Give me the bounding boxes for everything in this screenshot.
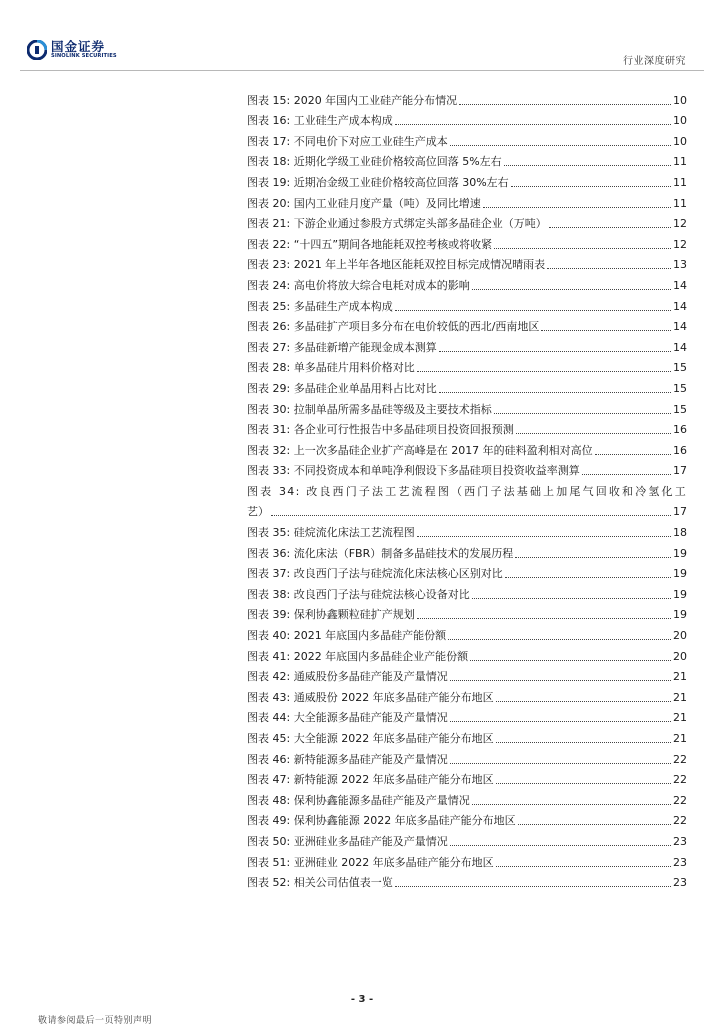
toc-leader-dots xyxy=(470,660,671,661)
toc-entry-page: 15 xyxy=(673,361,687,375)
toc-entry[interactable] xyxy=(247,293,687,314)
page-number: - 3 - xyxy=(350,994,374,1005)
toc-entry-label: 图表 24: 高电价将放大综合电耗对成本的影响 xyxy=(247,278,470,292)
brand-logo xyxy=(27,40,117,60)
toc-entry[interactable] xyxy=(247,272,687,293)
toc-entry-label: 图表 51: 亚洲硅业 2022 年底多晶硅产能分布地区 xyxy=(247,855,494,869)
toc-entry-page: 19 xyxy=(673,546,687,560)
toc-leader-dots xyxy=(417,371,671,372)
toc-entry-label: 图表 19: 近期冶金级工业硅价格较高位回落 30%左右 xyxy=(247,175,509,189)
toc-entry-page: 10 xyxy=(673,93,687,107)
toc-leader-dots xyxy=(518,824,671,825)
toc-entry-label: 图表 38: 改良西门子法与硅烷法核心设备对比 xyxy=(247,587,470,601)
toc-entry[interactable] xyxy=(247,211,687,232)
toc-entry-label: 图表 22: “十四五”期间各地能耗双控考核或将收紧 xyxy=(247,237,493,251)
toc-leader-dots xyxy=(439,392,671,393)
toc-entry-label: 图表 25: 多晶硅生产成本构成 xyxy=(247,299,393,313)
toc-entry-page: 21 xyxy=(673,732,687,745)
toc-leader-dots xyxy=(541,330,671,331)
toc-entry-label: 图表 17: 不同电价下对应工业硅生产成本 xyxy=(247,134,448,148)
toc-entry-label: 图表 39: 保利协鑫颗粒硅扩产规划 xyxy=(247,608,415,622)
toc-entry-page: 18 xyxy=(673,526,687,540)
toc-leader-dots xyxy=(496,866,671,867)
toc-entry-label: 图表 32: 上一次多晶硅企业扩产高峰是在 2017 年的硅料盈利相对高位 xyxy=(247,443,593,457)
toc-leader-dots xyxy=(417,536,671,537)
toc-entry-label: 图表 47: 新特能源 2022 年底多晶硅产能分布地区 xyxy=(247,773,494,787)
toc-leader-dots xyxy=(496,701,671,702)
toc-entry[interactable] xyxy=(247,725,687,746)
toc-entry-page: 22 xyxy=(673,814,687,828)
toc-entry-page: 11 xyxy=(673,175,687,189)
toc-leader-dots xyxy=(494,413,671,414)
toc-entry-page: 22 xyxy=(673,793,687,807)
toc-entry-label: 图表 42: 通威股份多晶硅产能及产量情况 xyxy=(247,670,448,684)
toc-entry-page: 15 xyxy=(673,402,687,416)
toc-entry-page: 16 xyxy=(673,443,687,457)
toc-entry-page: 14 xyxy=(673,278,687,292)
toc-leader-dots xyxy=(472,289,671,290)
toc-entry[interactable] xyxy=(247,664,687,685)
toc-leader-dots xyxy=(450,145,671,146)
toc-entry-page: 17 xyxy=(673,505,687,519)
toc-entry[interactable] xyxy=(247,622,687,643)
toc-entry[interactable] xyxy=(247,581,687,602)
toc-entry-page: 19 xyxy=(673,608,687,622)
toc-entry-page: 15 xyxy=(673,381,687,395)
toc-entry-label: 图表 46: 新特能源多晶硅产能及产量情况 xyxy=(247,752,448,766)
toc-entry-label: 图表 41: 2022 年底国内多晶硅企业产能份额 xyxy=(247,649,469,663)
toc-entry-label: 图表 28: 单多晶硅片用料价格对比 xyxy=(247,361,415,375)
toc-entry[interactable] xyxy=(247,540,687,561)
toc-entry[interactable] xyxy=(247,499,687,520)
toc-entry[interactable] xyxy=(247,108,687,129)
toc-entry-label: 图表 50: 亚洲硅业多晶硅产能及产量情况 xyxy=(247,834,448,848)
toc-entry[interactable] xyxy=(247,705,687,726)
toc-entry-label: 图表 31: 各企业可行性报告中多晶硅项目投资回报预测 xyxy=(247,423,514,437)
toc-leader-dots xyxy=(417,618,671,619)
toc-entry-label: 图表 29: 多晶硅企业单晶用料占比对比 xyxy=(247,381,437,395)
toc-entry-label: 图表 52: 相关公司估值表一览 xyxy=(247,876,393,890)
toc-entry-label: 图表 16: 工业硅生产成本构成 xyxy=(247,114,393,128)
toc-entry[interactable] xyxy=(247,437,687,458)
toc-leader-dots xyxy=(595,454,671,455)
toc-entry-label: 图表 49: 保利协鑫能源 2022 年底多晶硅产能分布地区 xyxy=(247,814,516,828)
toc-entry-page: 20 xyxy=(673,649,687,663)
toc-entry-page: 21 xyxy=(673,670,687,684)
toc-leader-dots xyxy=(511,186,671,187)
toc-entry-page: 14 xyxy=(673,340,687,354)
toc-entry[interactable] xyxy=(247,252,687,273)
toc-entry[interactable] xyxy=(247,767,687,788)
page-header xyxy=(0,0,724,74)
toc-entry-page: 12 xyxy=(673,217,687,231)
toc-leader-dots xyxy=(504,165,671,166)
toc-leader-dots xyxy=(450,680,671,681)
toc-entry[interactable] xyxy=(247,561,687,582)
toc-entry[interactable] xyxy=(247,870,687,891)
toc-entry-label: 图表 45: 大全能源 2022 年底多晶硅产能分布地区 xyxy=(247,732,494,745)
toc-leader-dots xyxy=(505,577,671,578)
toc-leader-dots xyxy=(450,721,671,722)
toc-entry[interactable] xyxy=(247,746,687,767)
toc-leader-dots xyxy=(483,207,671,208)
toc-entry-label: 图表 37: 改良西门子法与硅烷流化床法核心区别对比 xyxy=(247,567,503,581)
toc-entry-page: 22 xyxy=(673,773,687,787)
disclaimer-note: 敬请参阅最后一页特别声明 xyxy=(38,1016,153,1026)
toc-entry-page: 23 xyxy=(673,876,687,890)
toc-leader-dots xyxy=(494,248,671,249)
toc-entry-label: 图表 23: 2021 年上半年各地区能耗双控目标完成情况晴雨表 xyxy=(247,258,546,272)
toc-entry-label: 图表 33: 不同投资成本和单吨净利假设下多晶硅项目投资收益率测算 xyxy=(247,464,580,478)
toc-entry[interactable] xyxy=(247,849,687,870)
toc-leader-dots xyxy=(450,763,671,764)
toc-entry[interactable] xyxy=(247,396,687,417)
toc-entry-page: 11 xyxy=(673,196,687,210)
toc-entry-page: 16 xyxy=(673,423,687,437)
toc-leader-dots xyxy=(496,742,671,743)
toc-entry-label: 图表 44: 大全能源多晶硅产能及产量情况 xyxy=(247,711,448,725)
toc-entry-page: 13 xyxy=(673,258,687,272)
toc-entry[interactable] xyxy=(247,334,687,355)
toc-leader-dots xyxy=(271,515,671,516)
toc-entry-label: 图表 36: 流化床法（FBR）制备多晶硅技术的发展历程 xyxy=(247,546,514,560)
toc-leader-dots xyxy=(496,783,671,784)
toc-leader-dots xyxy=(547,268,671,269)
toc-entry-line[interactable] xyxy=(247,478,687,499)
toc-entry[interactable] xyxy=(247,169,687,190)
toc-entry-label: 图表 30: 拉制单晶所需多晶硅等级及主要技术指标 xyxy=(247,402,492,416)
toc-entry[interactable] xyxy=(247,458,687,479)
toc-entry-page: 10 xyxy=(673,134,687,148)
toc-entry-label: 图表 21: 下游企业通过参股方式绑定头部多晶硅企业（万吨） xyxy=(247,217,547,231)
toc-entry[interactable] xyxy=(247,87,687,108)
toc-entry-label-cont: 艺） xyxy=(247,505,269,519)
toc-entry[interactable] xyxy=(247,375,687,396)
toc-entry-page: 14 xyxy=(673,320,687,334)
toc-entry[interactable] xyxy=(247,684,687,705)
toc-leader-dots xyxy=(395,310,671,311)
toc-entry-label: 图表 18: 近期化学级工业硅价格较高位回落 5%左右 xyxy=(247,155,502,169)
toc-entry[interactable] xyxy=(247,355,687,376)
toc-leader-dots xyxy=(515,557,671,558)
toc-entry[interactable] xyxy=(247,417,687,438)
brand-name-cn: 国金证券 xyxy=(51,39,106,54)
brand-name-en: SINOLINK SECURITIES xyxy=(51,53,117,59)
toc-entry-label: 图表 15: 2020 年国内工业硅产能分布情况 xyxy=(247,93,458,107)
toc-entry-label: 图表 48: 保利协鑫能源多晶硅产能及产量情况 xyxy=(247,793,470,807)
toc-entry-page: 19 xyxy=(673,567,687,581)
toc-entry[interactable] xyxy=(247,808,687,829)
toc-leader-dots xyxy=(582,474,671,475)
toc-leader-dots xyxy=(395,124,671,125)
header-divider xyxy=(20,70,704,71)
toc-leader-dots xyxy=(472,598,671,599)
toc-entry-page: 11 xyxy=(673,155,687,169)
toc-leader-dots xyxy=(450,845,671,846)
toc-entry[interactable] xyxy=(247,231,687,252)
toc-entry[interactable] xyxy=(247,314,687,335)
toc-entry-label: 图表 27: 多晶硅新增产能现金成本测算 xyxy=(247,340,437,354)
toc-entry[interactable] xyxy=(247,828,687,849)
toc-entry[interactable] xyxy=(247,643,687,664)
toc-entry-label: 图表 43: 通威股份 2022 年底多晶硅产能分布地区 xyxy=(247,690,494,704)
toc-entry-page: 14 xyxy=(673,299,687,313)
toc-entry-label: 图表 26: 多晶硅扩产项目多分布在电价较低的西北/西南地区 xyxy=(247,320,540,334)
toc-leader-dots xyxy=(549,227,671,228)
document-type: 行业深度研究 xyxy=(623,56,686,67)
figure-index-list xyxy=(247,87,687,890)
toc-leader-dots xyxy=(516,433,671,434)
toc-entry-label: 图表 35: 硅烷流化床法工艺流程图 xyxy=(247,526,415,540)
toc-entry-page: 22 xyxy=(673,752,687,766)
toc-entry-page: 23 xyxy=(673,855,687,869)
toc-entry-page: 20 xyxy=(673,629,687,643)
toc-entry-page: 23 xyxy=(673,834,687,848)
toc-entry-label: 图表 34: 改良西门子法工艺流程图（西门子法基础上加尾气回收和冷氢化工 xyxy=(247,484,687,498)
toc-entry-label: 图表 40: 2021 年底国内多晶硅产能份额 xyxy=(247,629,447,643)
toc-entry-page: 21 xyxy=(673,711,687,725)
toc-leader-dots xyxy=(472,804,671,805)
toc-entry[interactable] xyxy=(247,519,687,540)
toc-leader-dots xyxy=(395,886,671,887)
toc-entry[interactable] xyxy=(247,128,687,149)
toc-entry[interactable] xyxy=(247,602,687,623)
toc-entry-page: 19 xyxy=(673,587,687,601)
toc-entry-page: 17 xyxy=(673,464,687,478)
toc-leader-dots xyxy=(459,104,671,105)
toc-leader-dots xyxy=(439,351,671,352)
toc-entry-label: 图表 20: 国内工业硅月度产量（吨）及同比增速 xyxy=(247,196,481,210)
toc-entry-page: 12 xyxy=(673,237,687,251)
toc-entry[interactable] xyxy=(247,149,687,170)
toc-entry[interactable] xyxy=(247,190,687,211)
toc-entry[interactable] xyxy=(247,787,687,808)
toc-leader-dots xyxy=(448,639,671,640)
toc-entry-page: 10 xyxy=(673,114,687,128)
sinolink-logo-icon xyxy=(27,40,47,60)
toc-entry-page: 21 xyxy=(673,690,687,704)
